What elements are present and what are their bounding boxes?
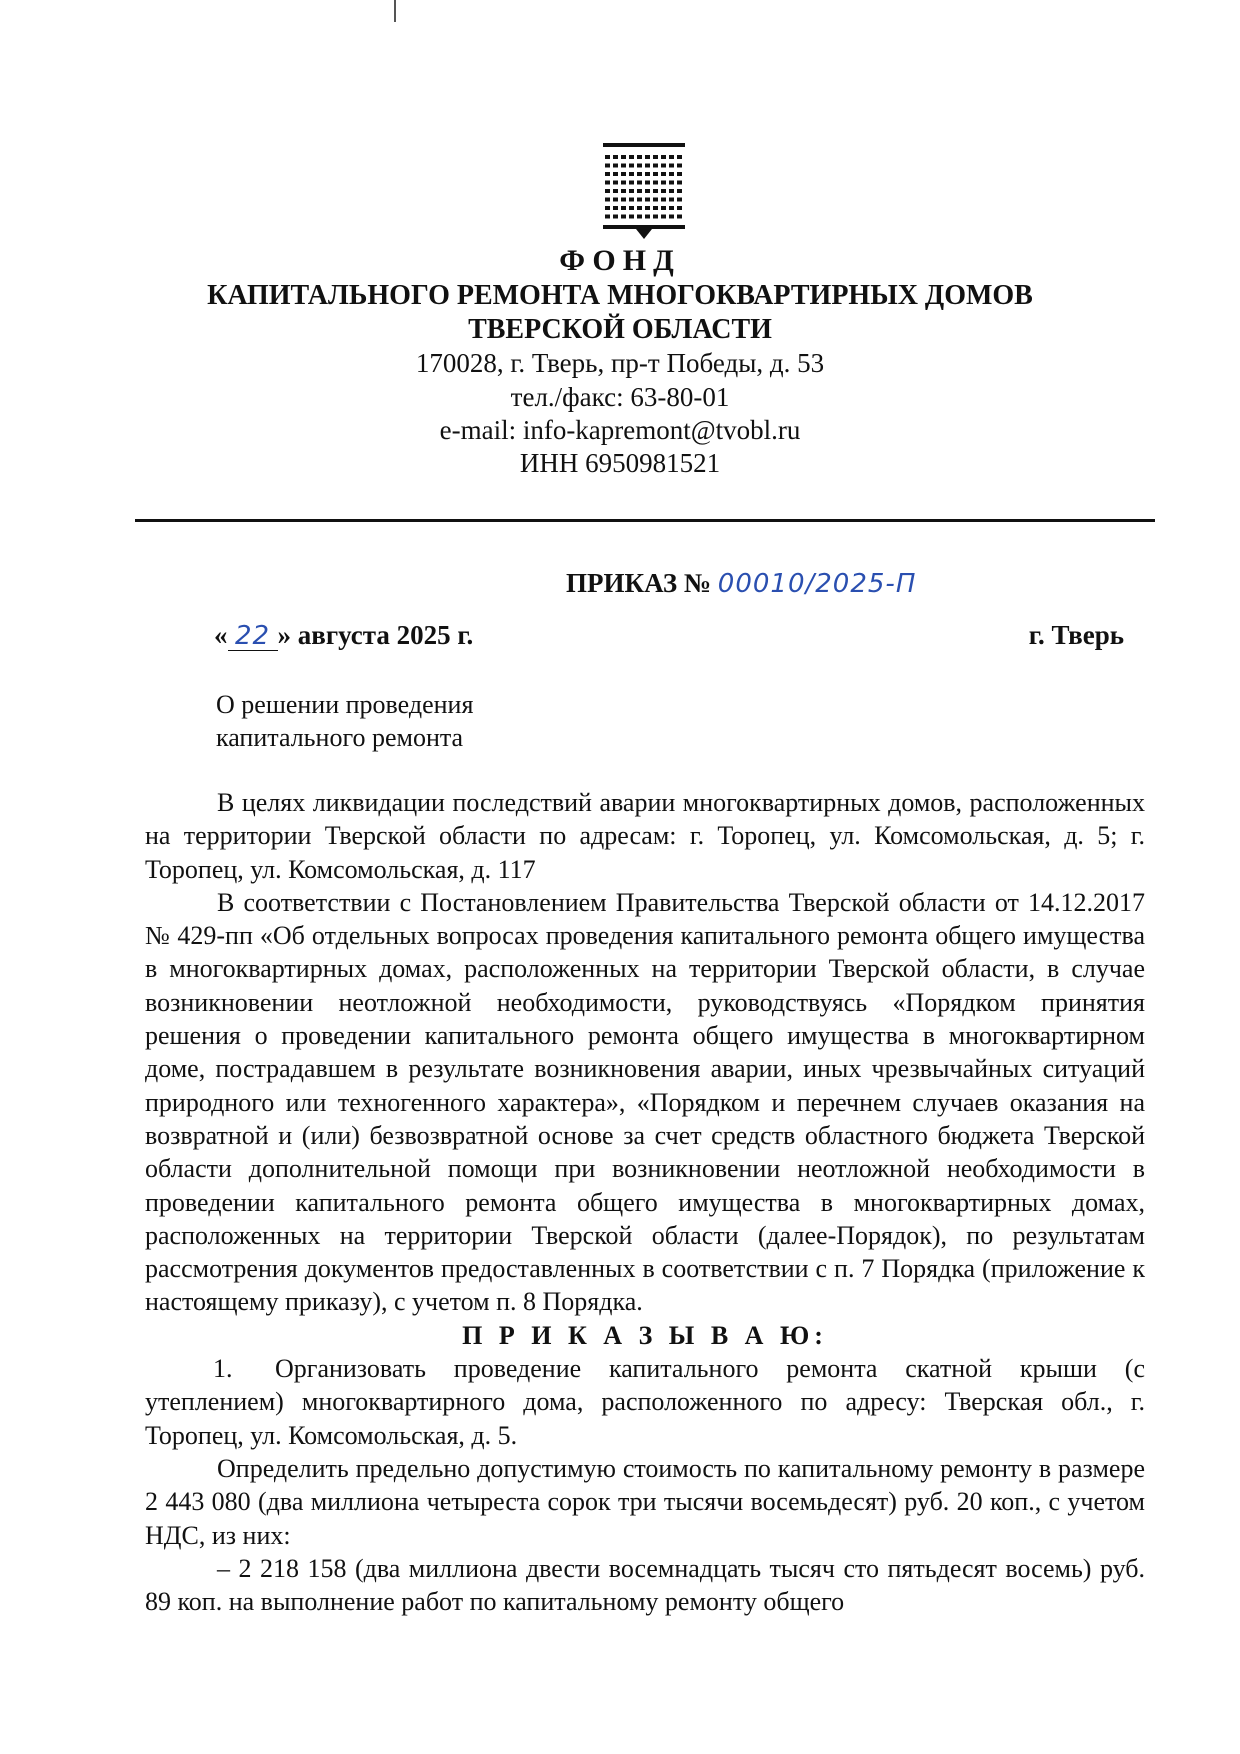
body-paragraph-cost-breakdown: – 2 218 158 (два миллиона двести восемнадцать тысяч сто пятьдесят восемь) руб. 89 коп. на выполнение работ по капитальному ремонту общего bbox=[145, 1553, 1145, 1617]
order-subject bbox=[216, 688, 473, 754]
order-date bbox=[214, 620, 473, 651]
order-item-1 bbox=[145, 1352, 1145, 1452]
org-word: ФОНД bbox=[559, 244, 681, 277]
order-city: г. Тверь bbox=[1028, 620, 1124, 650]
body-paragraph-basis: В соответствии с Постановлением Правительства Тверской области от 14.12.2017 № 429-пп «Об отдельных вопросах проведения капитального ремонта общего имущества в многоквартирных домах, расположенных на территории Тверской области, в случае возникновении неотложной необходимости, руководствуясь «Порядком принятия решения о проведении капитального ремонта общего имущества в многоквартирном доме, пострадавшем в результате возникновения аварии, иных чрезвычайных ситуаций природного или техногенного характера», «Порядком и перечнем случаев оказания на возвратной и (или) безвозвратной основе за счет средств областного бюджета Тверской области дополнительной помощи при возникновении неотложной необходимости в проведении капитального ремонта общего имущества в многоквартирных домах, расположенных на территории Тверской области (далее-Порядок), по результатам рассмотрения документов предоставленных в соответствии с п. 7 Порядка (приложение к настоящему приказу), с учетом п. 8 Порядка. bbox=[145, 887, 1145, 1317]
header-divider bbox=[135, 519, 1155, 522]
order-directive-heading: П Р И К А З Ы В А Ю: bbox=[462, 1320, 828, 1350]
order-title bbox=[566, 568, 916, 599]
order-item-1-number: 1. bbox=[213, 1354, 233, 1384]
subject-line2: капитального ремонта bbox=[216, 723, 464, 752]
body-paragraph-purpose: В целях ликвидации последствий аварии многоквартирных домов, расположенных на территории Тверской области по адресам: г. Торопец, ул. Комсомольская, д. 5; г. Торопец, ул. Комсомольская, д. 117 bbox=[145, 788, 1145, 884]
org-address: 170028, г. Тверь, пр-т Победы, д. 53 bbox=[415, 348, 825, 378]
date-day-handwritten: 22 bbox=[228, 622, 278, 651]
body-paragraph-cost: Определить предельно допустимую стоимость по капитальному ремонту в размере 2 443 080 (два миллиона четыреста сорок три тысячи восемьдесят) руб. 20 коп., с учетом НДС, из них: bbox=[145, 1453, 1145, 1550]
order-number-handwritten: 00010/2025-П bbox=[717, 569, 917, 599]
order-item-1-text: Организовать проведение капитального ремонта скатной крыши (с утеплением) многоквартирного дома, расположенного по адресу: Тверская обл., г. Торопец, ул. Комсомольская, д. 5. bbox=[145, 1354, 1145, 1450]
order-title-prefix: ПРИКАЗ № bbox=[566, 568, 712, 598]
org-inn: ИНН 6950981521 bbox=[519, 448, 721, 478]
scan-artifact-line bbox=[394, 0, 396, 22]
org-name-line1: КАПИТАЛЬНОГО РЕМОНТА МНОГОКВАРТИРНЫХ ДОМОВ bbox=[207, 280, 1033, 311]
order-body bbox=[145, 786, 1145, 1618]
org-phone: тел./факс: 63-80-01 bbox=[510, 382, 730, 412]
date-open-quote: « bbox=[214, 620, 228, 650]
org-email: e-mail: info-kapremont@tvobl.ru bbox=[439, 415, 801, 445]
subject-line1: О решении проведения bbox=[216, 690, 474, 719]
org-name-line2: ТВЕРСКОЙ ОБЛАСТИ bbox=[468, 314, 772, 345]
date-rest: » августа 2025 г. bbox=[277, 620, 474, 650]
fund-building-logo-icon bbox=[603, 143, 685, 243]
